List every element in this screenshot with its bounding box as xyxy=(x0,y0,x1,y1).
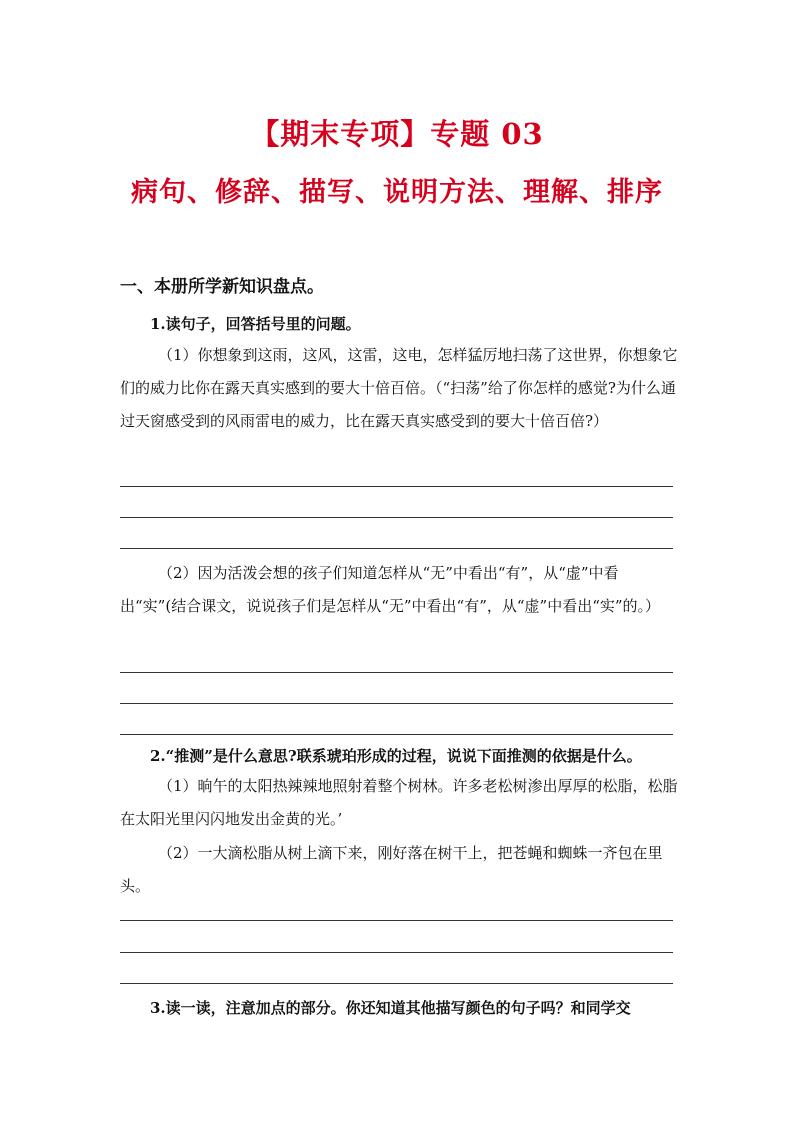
answer-line[interactable] xyxy=(120,672,673,673)
document-subtitle: 病句、修辞、描写、说明方法、理解、排序 xyxy=(131,177,663,208)
document-title: 【期末专项】专题 03 xyxy=(250,117,544,151)
question-2-part-2: （2）一大滴松脂从树上滴下来，刚好落在树干上，把苍蝇和蜘蛛一齐包在里头。 xyxy=(120,844,663,895)
question-2-heading: 2.“推测”是什么意思?联系琥珀形成的过程，说说下面推测的依据是什么。 xyxy=(150,747,642,765)
question-3-heading: 3.读一读，注意加点的部分。你还知道其他描写颜色的句子吗？和同学交 xyxy=(150,999,631,1017)
answer-line[interactable] xyxy=(120,703,673,704)
answer-line[interactable] xyxy=(120,548,673,549)
answer-line[interactable] xyxy=(120,734,673,735)
question-2-part-1: （1）晌午的太阳热辣辣地照射着整个树林。许多老松树渗出厚厚的松脂，松脂在太阳光里闪闪地发出金黄的光。’ xyxy=(120,777,678,828)
answer-line[interactable] xyxy=(120,920,673,921)
question-1-part-1: （1）你想象到这雨，这风，这雷，这电，怎样猛厉地扫荡了这世界，你想象它们的威力比你在露天真实感到的要大十倍百倍。（“扫荡”给了你怎样的感觉?为什么通过天窗感受到的风雨雷电的威力，比在露天真实感受到的要大十倍百倍?） xyxy=(120,346,678,430)
answer-line[interactable] xyxy=(120,952,673,953)
answer-line[interactable] xyxy=(120,517,673,518)
question-1-part-2: （2）因为活泼会想的孩子们知道怎样从“无”中看出“有”，从“虚”中看出“实”(结合课文，说说孩子们是怎样从“无”中看出“有”，从“虚”中看出“实”的。） xyxy=(120,564,661,615)
section-heading: 一、本册所学新知识盘点。 xyxy=(120,277,324,297)
question-1-heading: 1.读句子，回答括号里的问题。 xyxy=(150,315,361,333)
answer-line[interactable] xyxy=(120,486,673,487)
answer-line[interactable] xyxy=(120,983,673,984)
